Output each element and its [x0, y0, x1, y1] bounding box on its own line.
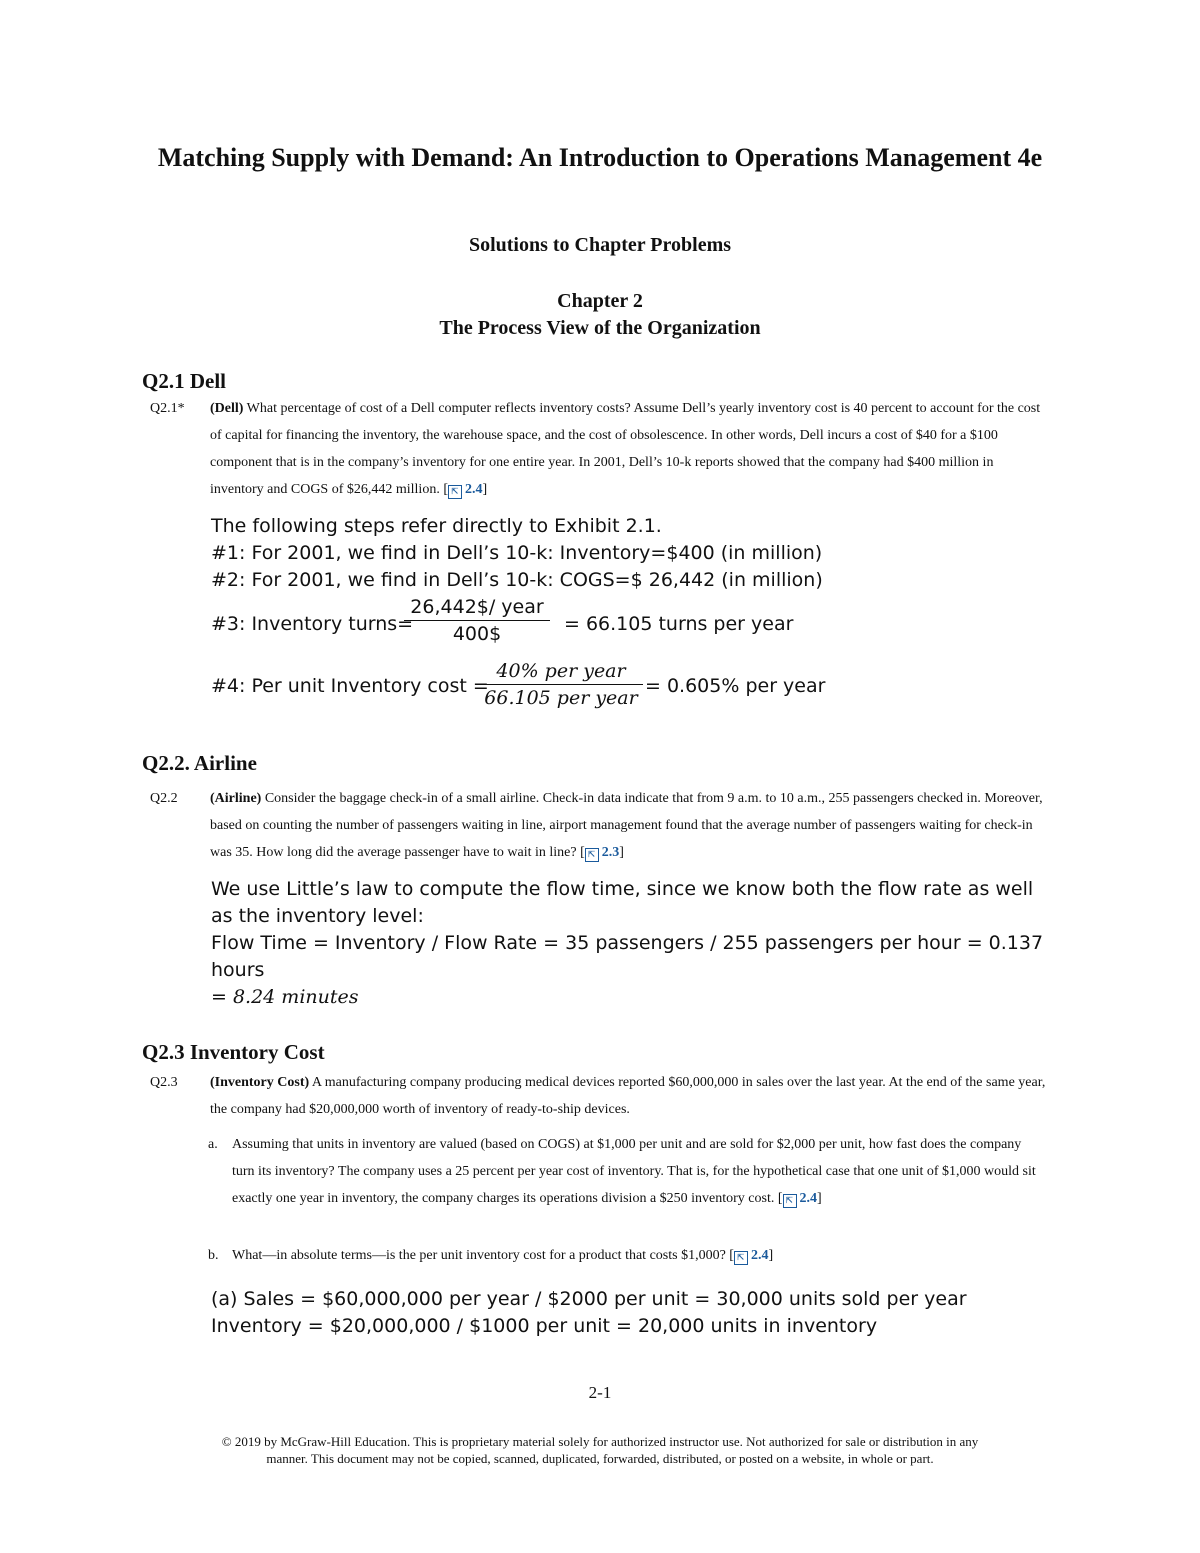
question-tag: (Inventory Cost): [210, 1075, 310, 1090]
answer-line: The following steps refer directly to Exhibit 2.1.: [211, 515, 662, 537]
external-link-icon: ⇱: [783, 1194, 797, 1208]
question-body: A manufacturing company producing medical devices reported $60,000,000 in sales over the last year. At the end of the same year, the company had $20,000,000 worth of inventory of ready-to-ship devices.: [210, 1075, 1046, 1117]
step4-numerator: 40% per year: [479, 660, 643, 685]
section-ref-link[interactable]: ⇱ 2.3: [585, 845, 620, 860]
section-heading-q1: Q2.1 Dell: [142, 369, 226, 393]
subquestion-b: [208, 1242, 1038, 1269]
step4-fraction: [479, 660, 643, 709]
step3-denominator: 400$: [452, 623, 502, 645]
subquestion-text: What—in absolute terms—is the per unit inventory cost for a product that costs $1,000? [ ⇱ 2.4]: [232, 1248, 774, 1263]
answer-line: Flow Time = Inventory / Flow Rate = 35 passengers / 255 passengers per hour = 0.137: [211, 932, 1044, 954]
answer-q2: [211, 876, 1051, 1011]
question-q3: [150, 1069, 1050, 1123]
question-number: Q2.3: [150, 1075, 178, 1090]
step4-result: = 0.605% per year: [645, 675, 826, 697]
question-number: Q2.1*: [150, 401, 185, 416]
step3-numerator: 26,442$/ year: [404, 596, 550, 621]
answer-q3: [211, 1286, 1051, 1340]
answer-q1: [211, 513, 1051, 594]
subquestion-text: Assuming that units in inventory are valued (based on COGS) at $1,000 per unit and are sold for $2,000 per unit, how fast does the company turn its inventory? The company uses a 25 percent per year cost of inventory. That is, for the hypothetical case that one unit of $1,000 would sit exactly one year in inventory, the company charges its operations division a $250 inventory cost. [ ⇱ 2.4]: [232, 1137, 1036, 1206]
answer-line: hours: [211, 959, 265, 981]
external-link-icon: ⇱: [448, 485, 462, 499]
answer-line: Inventory = $20,000,000 / $1000 per unit = 20,000 units in inventory: [211, 1315, 878, 1337]
step3-label: #3: Inventory turns=: [211, 613, 414, 635]
subquestion-a: [208, 1131, 1038, 1212]
question-text: (Airline) Consider the baggage check-in of a small airline. Check-in data indicate that from 9 a.m. to 10 a.m., 255 passengers checked in. Moreover, based on counting the number of passengers waiting in line, airport management found that the average number of passengers waiting for check-in was 35. How long did the average passenger have to wait in line? [ ⇱ 2.3]: [210, 791, 1043, 860]
question-text: [210, 1069, 1050, 1123]
question-q1: [150, 395, 1050, 503]
section-ref-link[interactable]: ⇱ 2.4: [734, 1248, 769, 1263]
external-link-icon: ⇱: [734, 1251, 748, 1265]
section-ref-link[interactable]: ⇱ 2.4: [783, 1191, 818, 1206]
chapter-heading: [120, 288, 1080, 342]
question-text: (Dell) What percentage of cost of a Dell computer reflects inventory costs? Assume Dell’s yearly inventory cost is 40 percent to account for the cost of capital for financing the inventory, the warehouse space, and the cost of obsolescence. In other words, Dell incurs a cost of $40 for a $100 component that is in the company’s inventory for one entire year. In 2001, Dell’s 10-k reports showed that the company had $400 million in inventory and COGS of $26,442 million. [ ⇱ 2.4]: [210, 401, 1041, 497]
copyright-footer: © 2019 by McGraw-Hill Education. This is proprietary material solely for authorized instructor use. Not authorized for sale or distribution in any manner. This document may not be copied, scanned, duplicated, forwarded, distributed, or posted on a website, in whole or part.: [221, 1434, 979, 1466]
page-title: Matching Supply with Demand: An Introduction to Operations Management 4e: [157, 143, 1043, 172]
question-tag: (Dell): [210, 401, 244, 416]
page-subtitle: Solutions to Chapter Problems: [468, 234, 732, 256]
question-body: What percentage of cost of a Dell computer reflects inventory costs? Assume Dell’s yearly inventory cost is 40 percent to account for the cost of capital for financing the inventory, the warehouse space, and the cost of obsolescence. In other words, Dell incurs a cost of $40 for a $100 component that is in the company’s inventory for one entire year. In 2001, Dell’s 10-k reports showed that the company had $400 million in inventory and COGS of $26,442 million.: [210, 401, 1041, 497]
page-number: 2-1: [588, 1383, 612, 1402]
step3-result: = 66.105 turns per year: [564, 613, 794, 635]
question-tag: (Airline): [210, 791, 262, 806]
question-number: Q2.2: [150, 791, 178, 806]
answer-line: as the inventory level:: [211, 905, 424, 927]
question-body: Consider the baggage check-in of a small airline. Check-in data indicate that from 9 a.m. to 10 a.m., 255 passengers checked in. Moreover, based on counting the number of passengers waiting in line, airport management found that the average number of passengers waiting for check-in was 35. How long did the average passenger have to wait in line?: [210, 791, 1043, 860]
question-q2: [150, 785, 1050, 866]
chapter-title: The Process View of the Organization: [439, 317, 761, 339]
step3-fraction: [404, 596, 550, 645]
section-heading-q2: Q2.2. Airline: [142, 751, 257, 775]
answer-line: #1: For 2001, we find in Dell’s 10-k: Inventory=$400 (in million): [211, 542, 823, 564]
external-link-icon: ⇱: [585, 848, 599, 862]
subquestion-label: b.: [208, 1248, 219, 1263]
answer-line: We use Little’s law to compute the flow time, since we know both the flow rate as well: [211, 878, 1034, 900]
section-heading-q3: Q2.3 Inventory Cost: [142, 1040, 325, 1064]
answer-line: (a) Sales = $60,000,000 per year / $2000 per unit = 30,000 units sold per year: [211, 1288, 967, 1310]
section-ref-link[interactable]: ⇱ 2.4: [448, 482, 483, 497]
subquestion-label: a.: [208, 1137, 218, 1152]
step4-denominator: 66.105 per year: [484, 687, 638, 709]
chapter-number: Chapter 2: [557, 290, 643, 312]
answer-line-italic: = 8.24 minutes: [211, 986, 359, 1008]
answer-line: #2: For 2001, we find in Dell’s 10-k: COGS=$ 26,442 (in million): [211, 569, 823, 591]
step4-label: #4: Per unit Inventory cost =: [211, 675, 489, 697]
